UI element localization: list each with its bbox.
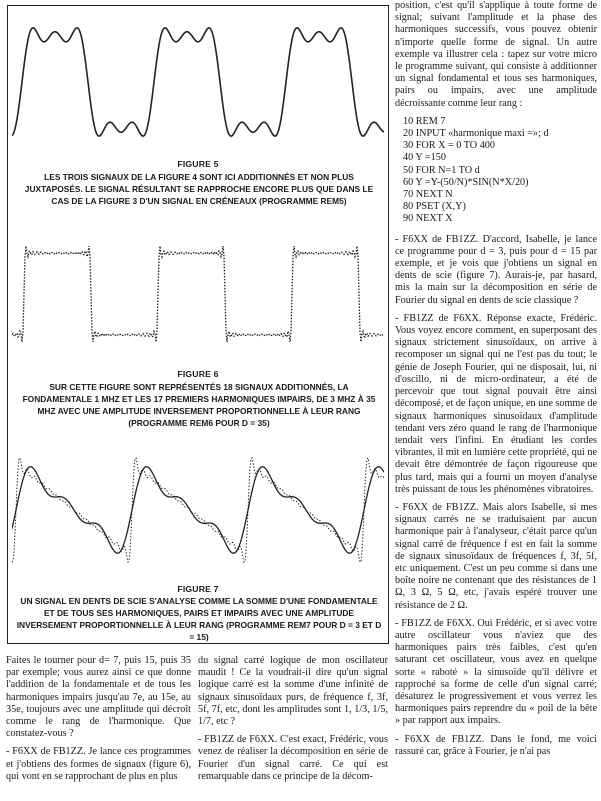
figure-6-plot	[12, 228, 384, 362]
paragraph: - F6XX de FB1ZZ. Dans le fond, me voici rassuré car, grâce à Fourier, je n'ai pas	[395, 733, 597, 757]
code-line: 50 FOR N=1 TO d	[403, 164, 480, 176]
paragraph: - FB1ZZ de F6XX. Réponse exacte, Frédéric. Vous voyez encore comment, en superposant des signaux strictement sinusoïdaux, on arrive à recomposer un signal qui ne l'est pas du tout; le génie de Joseph Fourier, qui ne disposait, lui, ni d'oscillo, ni de micro-ordinateur, a été de percevoir que tout signal pouvait être ainsi décomposé, et de façon unique, en une somme de signaux harmoniques sinusoïdaux d'amplitude tendant vers zéro quand le rang de l'harmonique tendait vers l'infini. En étudiant les cordes vibrantes, il mit en lumière cette propriété, qui ne devait être démontrée de façon rigoureuse que plus tard, mais qui a fourni un moyen d'analyse très puissant de tous les phénomènes vibratoires.	[395, 312, 597, 495]
paragraph: - F6XX de FB1ZZ. D'accord, Isabelle, je lance ce programme pour d = 3, puis pour d = 15 par exemple, et je vois que j'obtiens un signal en dents de scie (figure 7). Aurais-je, par hasard, mis la main sur la décomposition en série de Fourier du signal en dents de scie classique ?	[395, 233, 597, 306]
code-line: 20 INPUT «harmonique maxi =»; d	[403, 128, 549, 140]
figure-5-plot	[12, 10, 384, 156]
paragraph: - F6XX de FB1ZZ. Je lance ces programmes et j'obtiens des formes de signaux (figure 6), qui vont en se rapprochant de plus en plus	[6, 746, 191, 782]
paragraph: du signal carré logique de mon oscillateur maudit ! Ce la voudrait-il dire qu'un signal logique carré est la somme d'une infinité de signaux sinusoïdaux purs, de fréquence f, 3f, 5f, 7f, etc, dont les amplitudes sont 1, 1/3, 1/5, 1/7, etc ?	[198, 655, 388, 728]
code-line: 40 Y =150	[403, 152, 446, 164]
paragraph: Faites le tourner pour d= 7, puis 15, puis 35 par exemple; vous aurez ainsi ce que donne l'addition de la fondamentale et de tous les harmoniques impairs jusqu'au 7e, au 15e, au 35e, toujours avec une amplitude qui décroît comme le rang de l'harmonique. Que constatez-vous ?	[6, 655, 191, 740]
code-line: 30 FOR X = 0 TO 400	[403, 140, 495, 152]
figure-5-caption: LES TROIS SIGNAUX DE LA FIGURE 4 SONT ICI ADDITIONNÉS ET NON PLUS JUXTAPOSÉS. LE SIGNAL RÉSULTANT SE RAPPROCHE ENCORE PLUS QUE DANS LE CAS DE LA FIGURE 3 D'UN SIGNAL EN CRÉNEAUX (PROGRAMME REM5)	[24, 172, 374, 206]
bottom-middle-column	[198, 655, 388, 789]
paragraph: - FB1ZZ de F6XX. C'est exact, Frédéric, vous venez de réaliser la décomposition en série de Fourier d'un signal carré. Ce qui est remarquable dans ce principe de la décom-	[198, 734, 388, 782]
code-line: 90 NEXT X	[403, 213, 453, 225]
code-line: 80 PSET (X,Y)	[403, 201, 466, 213]
code-line: 10 REM 7	[403, 115, 446, 127]
figure-7-trace-d15	[12, 458, 384, 562]
figure-6-caption: SUR CETTE FIGURE SONT REPRÉSENTÉS 18 SIGNAUX ADDITIONNÉS, LA FONDAMENTALE 1 MHZ ET LES 17 PREMIERS HARMONIQUES IMPAIRS, DE 3 MHZ À 35 MHZ AVEC UNE AMPLITUDE INVERSEMENT PROPORTIONNELLE À LEUR RANG (PROGRAMME REM6 POUR D = 35)	[22, 382, 376, 428]
bottom-left-column	[6, 655, 191, 789]
figure-7-caption: UN SIGNAL EN DENTS DE SCIE S'ANALYSE COMME LA SOMME D'UNE FONDAMENTALE ET DE TOUS SES HARMONIQUES, PAIRS ET IMPAIRS AVEC UNE AMPLITUDE INVERSEMENT PROPORTIONNELLE À LEUR RANG (PROGRAMME REM7 POUR D = 3 ET D = 15)	[16, 596, 382, 642]
right-column-text	[395, 0, 597, 764]
figure-6-trace	[12, 246, 384, 342]
paragraph: - FB1ZZ de F6XX. Oui Frédéric, et si avec votre autre oscillateur vous n'aviez que des harmoniques pairs très faibles, c'est qu'en saturant cet oscillateur, vous avez en quelque sorte « raboté » la sinusoïde qu'il délivre et rapproché sa forme de celle d'un signal carré; désaturez le progressivement et vous verrez les harmoniques pairs reprendre du « poil de la bête » par rapport aux impairs.	[395, 617, 597, 727]
figures-panel	[7, 5, 389, 644]
figure-7-title: FIGURE 7	[177, 584, 219, 594]
figure-7-trace-d3	[12, 467, 384, 553]
code-line: 60 Y =Y-(50/N)*SIN(N*X/20)	[403, 176, 529, 188]
paragraph: - F6XX de FB1ZZ. Mais alors Isabelle, si mes signaux carrés ne se traduisaient par aucun harmonique pair à l'analyseur, c'était parce qu'un signal carré de fréquence f est en fait la somme de signaux sinusoïdaux de fréquences f, 3f, 5f, etc uniquement. C'est un peu comme si dans une boîte noire ne contenant que des résistances de 1 Ω, 3 Ω, 5 Ω, etc, j'avais espéré trouver une résistance de 2 Ω.	[395, 501, 597, 611]
code-line: 70 NEXT N	[403, 189, 453, 201]
figure-7-plot	[12, 438, 384, 580]
figure-6-title: FIGURE 6	[177, 369, 219, 379]
basic-program-listing	[403, 116, 597, 226]
figure-5-trace	[12, 28, 384, 136]
paragraph: position, c'est qu'il s'applique à toute forme de signal; suivant l'amplitude et la phase des harmoniques successifs, vous pouvez obtenir n'importe quelle forme de signal. Un autre exemple va illustrer cela : tapez sur votre micro le programme suivant, qui consiste à additionner un signal fondamental et tous ses harmoniques, pairs ou impairs, avec une amplitude décroissante comme leur rang :	[395, 0, 597, 109]
figure-5-title: FIGURE 5	[177, 159, 219, 169]
